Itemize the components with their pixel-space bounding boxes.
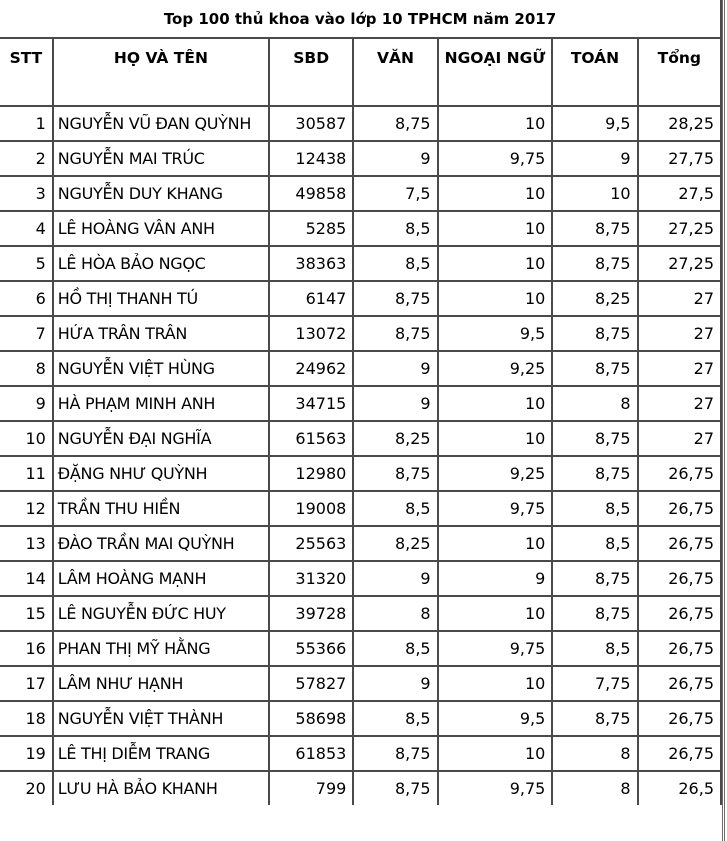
cell-tong: 27 [638, 351, 721, 386]
cell-van: 8,5 [353, 491, 437, 526]
cell-name: NGUYỄN MAI TRÚC [53, 141, 269, 176]
table-row [0, 106, 721, 141]
table-row [0, 456, 721, 491]
cell-van: 7,5 [353, 176, 437, 211]
cell-ngoai-ngu: 10 [438, 421, 553, 456]
cell-sbd: 55366 [269, 631, 353, 666]
cell-toan: 8,75 [552, 596, 637, 631]
cell-stt: 8 [0, 351, 53, 386]
cell-name: LƯU HÀ BẢO KHANH [53, 771, 269, 805]
table-row [0, 491, 721, 526]
cell-van: 9 [353, 351, 437, 386]
cell-toan: 9,5 [552, 106, 637, 141]
column-header-stt: STT [0, 38, 53, 106]
cell-van: 9 [353, 141, 437, 176]
cell-ngoai-ngu: 10 [438, 211, 553, 246]
cell-tong: 27 [638, 386, 721, 421]
cell-toan: 8,75 [552, 701, 637, 736]
cell-ngoai-ngu: 9,75 [438, 631, 553, 666]
cell-van: 8,75 [353, 281, 437, 316]
outer-border [724, 0, 725, 841]
cell-van: 8,75 [353, 316, 437, 351]
cell-sbd: 61853 [269, 736, 353, 771]
cell-toan: 8,75 [552, 316, 637, 351]
cell-sbd: 31320 [269, 561, 353, 596]
cell-ngoai-ngu: 10 [438, 666, 553, 701]
cell-toan: 8,25 [552, 281, 637, 316]
cell-stt: 18 [0, 701, 53, 736]
table-row [0, 631, 721, 666]
table-row [0, 246, 721, 281]
cell-tong: 27 [638, 316, 721, 351]
cell-ngoai-ngu: 10 [438, 736, 553, 771]
cell-stt: 3 [0, 176, 53, 211]
cell-van: 8,75 [353, 456, 437, 491]
cell-toan: 8,75 [552, 351, 637, 386]
cell-toan: 9 [552, 141, 637, 176]
cell-sbd: 39728 [269, 596, 353, 631]
cell-van: 8,5 [353, 211, 437, 246]
table-row [0, 211, 721, 246]
cell-stt: 16 [0, 631, 53, 666]
cell-ngoai-ngu: 10 [438, 526, 553, 561]
cell-toan: 8 [552, 386, 637, 421]
table-title: Top 100 thủ khoa vào lớp 10 TPHCM năm 2017 [0, 0, 721, 38]
column-header-tong: Tổng [638, 38, 721, 106]
column-header-toan: TOÁN [552, 38, 637, 106]
cell-toan: 8,5 [552, 526, 637, 561]
cell-ngoai-ngu: 10 [438, 386, 553, 421]
cell-stt: 5 [0, 246, 53, 281]
cell-ngoai-ngu: 10 [438, 281, 553, 316]
cell-van: 8,75 [353, 106, 437, 141]
cell-sbd: 799 [269, 771, 353, 805]
table-row [0, 281, 721, 316]
cell-sbd: 49858 [269, 176, 353, 211]
cell-stt: 1 [0, 106, 53, 141]
cell-ngoai-ngu: 9,75 [438, 491, 553, 526]
cell-tong: 26,75 [638, 526, 721, 561]
cell-name: NGUYỄN VIỆT THÀNH [53, 701, 269, 736]
table-row [0, 526, 721, 561]
cell-sbd: 6147 [269, 281, 353, 316]
cell-toan: 8,5 [552, 491, 637, 526]
cell-name: NGUYỄN ĐẠI NGHĨA [53, 421, 269, 456]
cell-stt: 9 [0, 386, 53, 421]
table-row [0, 666, 721, 701]
cell-stt: 15 [0, 596, 53, 631]
cell-toan: 8 [552, 736, 637, 771]
cell-ngoai-ngu: 9,25 [438, 351, 553, 386]
cell-sbd: 12438 [269, 141, 353, 176]
cell-van: 8 [353, 596, 437, 631]
cell-name: HỒ THỊ THANH TÚ [53, 281, 269, 316]
cell-ngoai-ngu: 9,5 [438, 316, 553, 351]
title-row [0, 0, 721, 38]
cell-stt: 13 [0, 526, 53, 561]
cell-ngoai-ngu: 10 [438, 246, 553, 281]
cell-stt: 2 [0, 141, 53, 176]
cell-van: 8,5 [353, 701, 437, 736]
cell-name: LÊ HÒA BẢO NGỌC [53, 246, 269, 281]
cell-sbd: 13072 [269, 316, 353, 351]
cell-tong: 27 [638, 281, 721, 316]
cell-ngoai-ngu: 9,5 [438, 701, 553, 736]
cell-tong: 28,25 [638, 106, 721, 141]
cell-sbd: 58698 [269, 701, 353, 736]
table-row [0, 771, 721, 805]
cell-ngoai-ngu: 9,75 [438, 771, 553, 805]
cell-name: NGUYỄN VŨ ĐAN QUỲNH [53, 106, 269, 141]
cell-ngoai-ngu: 9 [438, 561, 553, 596]
column-header-van: VĂN [353, 38, 437, 106]
cell-van: 9 [353, 386, 437, 421]
table-row [0, 596, 721, 631]
cell-name: ĐẶNG NHƯ QUỲNH [53, 456, 269, 491]
table-row [0, 141, 721, 176]
cell-sbd: 61563 [269, 421, 353, 456]
cell-name: LÂM HOÀNG MẠNH [53, 561, 269, 596]
cell-stt: 19 [0, 736, 53, 771]
cell-name: TRẦN THU HIỀN [53, 491, 269, 526]
cell-name: NGUYỄN VIỆT HÙNG [53, 351, 269, 386]
cell-toan: 8,75 [552, 561, 637, 596]
cell-tong: 26,75 [638, 491, 721, 526]
cell-van: 8,75 [353, 736, 437, 771]
cell-name: LÊ NGUYỄN ĐỨC HUY [53, 596, 269, 631]
cell-tong: 27 [638, 421, 721, 456]
cell-tong: 26,75 [638, 701, 721, 736]
cell-sbd: 19008 [269, 491, 353, 526]
cell-tong: 27,5 [638, 176, 721, 211]
cell-toan: 8,5 [552, 631, 637, 666]
table-row [0, 386, 721, 421]
cell-ngoai-ngu: 10 [438, 596, 553, 631]
cell-van: 9 [353, 561, 437, 596]
cell-stt: 7 [0, 316, 53, 351]
column-header-sbd: SBD [269, 38, 353, 106]
cell-van: 8,75 [353, 771, 437, 805]
cell-name: HỨA TRÂN TRÂN [53, 316, 269, 351]
cell-toan: 10 [552, 176, 637, 211]
cell-van: 8,5 [353, 631, 437, 666]
cell-tong: 26,75 [638, 596, 721, 631]
cell-van: 9 [353, 666, 437, 701]
cell-name: LÊ HOÀNG VÂN ANH [53, 211, 269, 246]
cell-van: 8,25 [353, 421, 437, 456]
cell-name: NGUYỄN DUY KHANG [53, 176, 269, 211]
cell-tong: 26,75 [638, 666, 721, 701]
table-row [0, 701, 721, 736]
cell-toan: 8,75 [552, 456, 637, 491]
header-row [0, 38, 721, 106]
cell-tong: 26,5 [638, 771, 721, 805]
cell-van: 8,5 [353, 246, 437, 281]
table-row [0, 421, 721, 456]
cell-tong: 26,75 [638, 561, 721, 596]
cell-stt: 20 [0, 771, 53, 805]
cell-toan: 8,75 [552, 421, 637, 456]
cell-toan: 7,75 [552, 666, 637, 701]
cell-toan: 8,75 [552, 211, 637, 246]
cell-name: PHAN THỊ MỸ HẰNG [53, 631, 269, 666]
cell-sbd: 57827 [269, 666, 353, 701]
cell-name: LÊ THỊ DIỄM TRANG [53, 736, 269, 771]
cell-tong: 26,75 [638, 736, 721, 771]
cell-sbd: 30587 [269, 106, 353, 141]
cell-ngoai-ngu: 9,25 [438, 456, 553, 491]
column-header-name: HỌ VÀ TÊN [53, 38, 269, 106]
cell-tong: 27,75 [638, 141, 721, 176]
cell-ngoai-ngu: 10 [438, 176, 553, 211]
cell-sbd: 34715 [269, 386, 353, 421]
table-row [0, 736, 721, 771]
cell-name: LÂM NHƯ HẠNH [53, 666, 269, 701]
column-header-ngoai-ngu: NGOẠI NGỮ [438, 38, 553, 106]
cell-name: HÀ PHẠM MINH ANH [53, 386, 269, 421]
table-row [0, 316, 721, 351]
cell-stt: 14 [0, 561, 53, 596]
cell-toan: 8,75 [552, 246, 637, 281]
table-row [0, 176, 721, 211]
cell-toan: 8 [552, 771, 637, 805]
table-row [0, 351, 721, 386]
cell-ngoai-ngu: 10 [438, 106, 553, 141]
cell-stt: 10 [0, 421, 53, 456]
cell-tong: 26,75 [638, 631, 721, 666]
cell-ngoai-ngu: 9,75 [438, 141, 553, 176]
cell-tong: 26,75 [638, 456, 721, 491]
cell-sbd: 12980 [269, 456, 353, 491]
cell-tong: 27,25 [638, 211, 721, 246]
cell-sbd: 24962 [269, 351, 353, 386]
cell-sbd: 5285 [269, 211, 353, 246]
cell-stt: 4 [0, 211, 53, 246]
cell-van: 8,25 [353, 526, 437, 561]
cell-stt: 11 [0, 456, 53, 491]
cell-tong: 27,25 [638, 246, 721, 281]
cell-name: ĐÀO TRẦN MAI QUỲNH [53, 526, 269, 561]
table-row [0, 561, 721, 596]
cell-stt: 6 [0, 281, 53, 316]
cell-stt: 17 [0, 666, 53, 701]
cell-sbd: 38363 [269, 246, 353, 281]
cell-stt: 12 [0, 491, 53, 526]
cell-sbd: 25563 [269, 526, 353, 561]
table-body [0, 106, 721, 805]
